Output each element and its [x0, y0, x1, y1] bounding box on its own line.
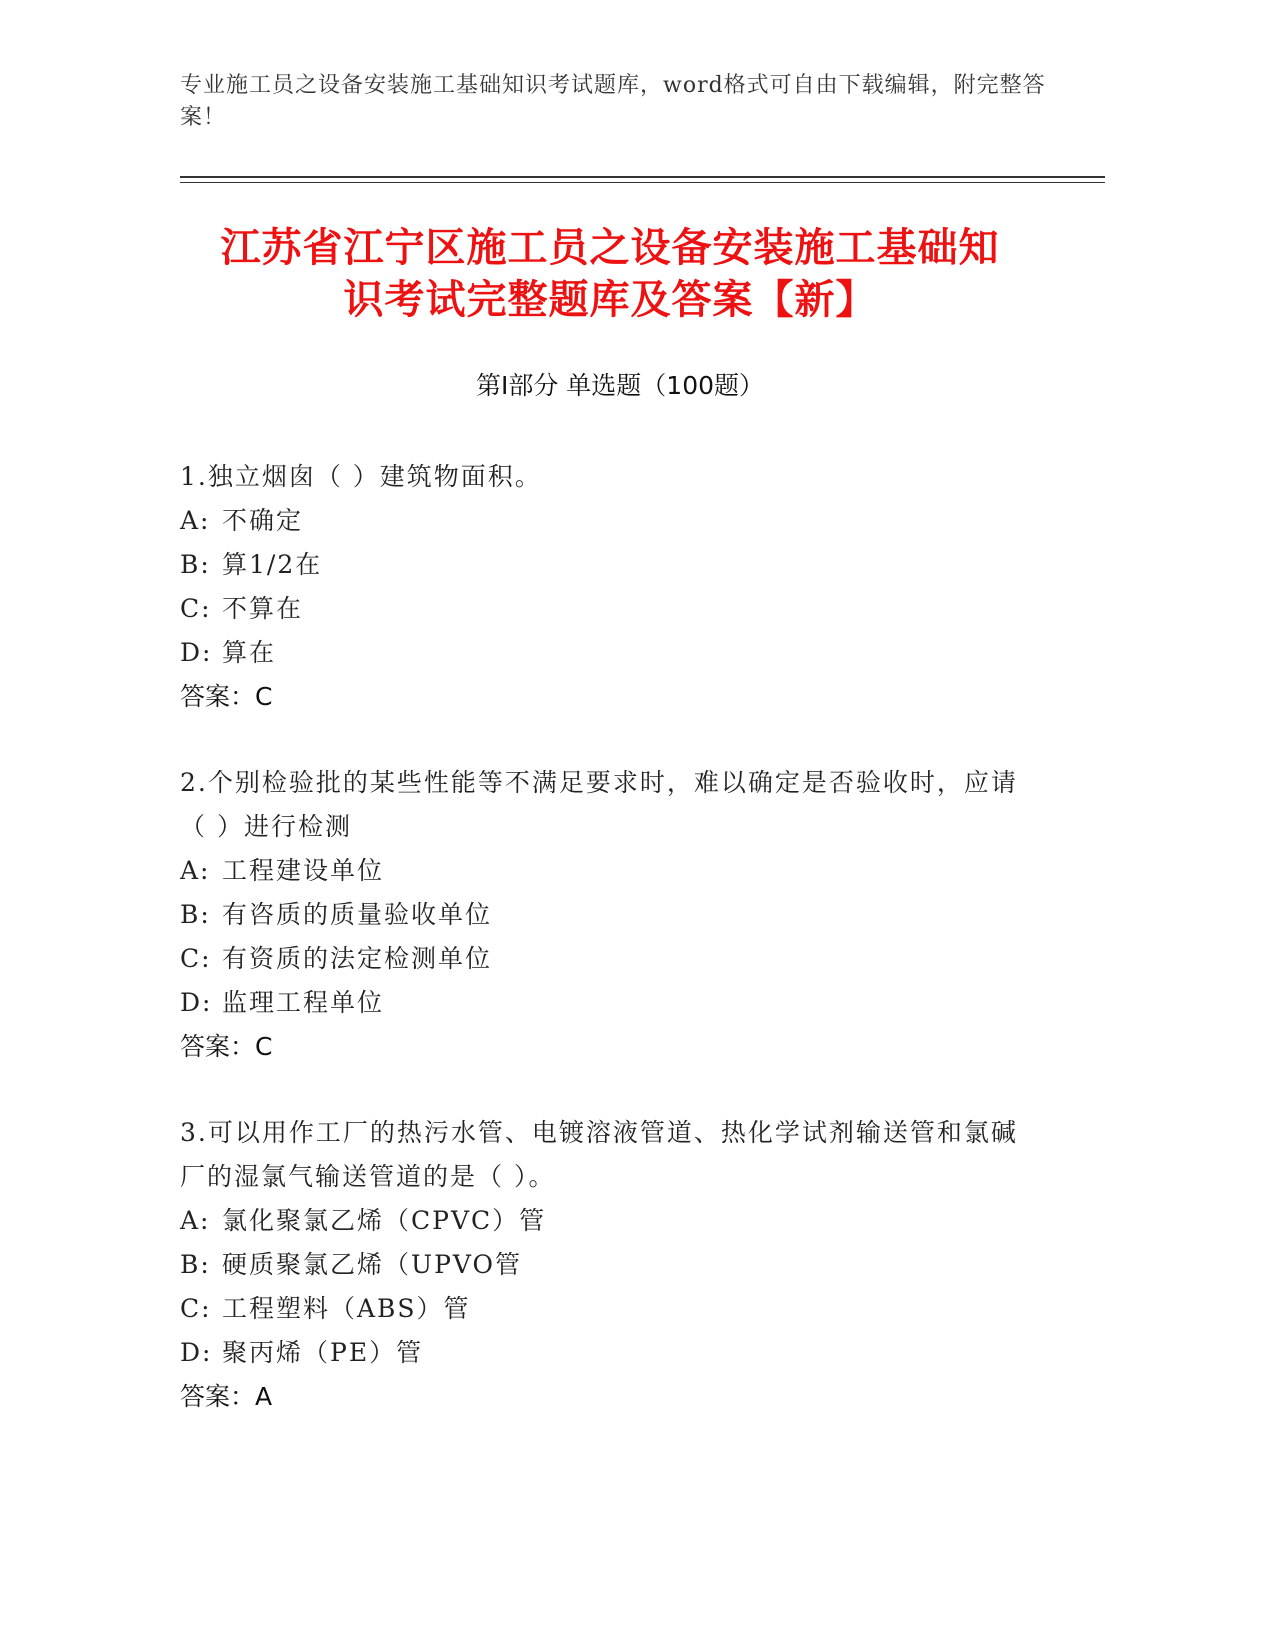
document-title-line-1: 江苏省江宁区施工员之设备安装施工基础知: [220, 225, 1000, 271]
option-key: A:: [180, 856, 211, 885]
question-1: [180, 455, 1040, 719]
question-stem: 3.可以用作工厂的热污水管、电镀溶液管道、热化学试剂输送管和氯碱厂的湿氯气输送管道的是（ ）。: [180, 1118, 1018, 1191]
option-b: [180, 893, 1040, 937]
header-rule-thin: [180, 182, 1105, 183]
option-text: 有咨质的质量验收单位: [222, 900, 493, 929]
header-note: 专业施工员之设备安装施工基础知识考试题库，word格式可自由下载编辑，附完整答案！: [180, 73, 1046, 130]
option-key: B:: [180, 1250, 211, 1279]
question-stem: 1.独立烟囱（ ）建筑物面积。: [180, 462, 542, 491]
option-d: [180, 1331, 1040, 1375]
document-title-line-2: 识考试完整题库及答案【新】: [343, 277, 877, 323]
option-d: [180, 981, 1040, 1025]
option-key: D:: [180, 988, 213, 1017]
option-text: 工程建设单位: [222, 856, 385, 885]
option-text: 监理工程单位: [222, 988, 385, 1017]
answer: 答案：A: [180, 1382, 273, 1411]
option-c: [180, 937, 1040, 981]
option-text: 不确定: [222, 506, 304, 535]
question-stem: 2.个别检验批的某些性能等不满足要求时，难以确定是否验收时，应请（ ）进行检测: [180, 768, 1018, 841]
option-key: B:: [180, 900, 211, 929]
option-key: C:: [180, 944, 212, 973]
option-a: [180, 1199, 1040, 1243]
option-text: 不算在: [222, 594, 304, 623]
option-a: [180, 499, 1040, 543]
option-b: [180, 1243, 1040, 1287]
header-rule-thick: [180, 176, 1105, 178]
question-2: [180, 761, 1040, 1069]
option-d: [180, 631, 1040, 675]
question-3: [180, 1111, 1040, 1419]
option-b: [180, 543, 1040, 587]
option-text: 算1/2在: [222, 550, 323, 579]
option-key: B:: [180, 550, 211, 579]
option-c: [180, 587, 1040, 631]
option-key: C:: [180, 594, 212, 623]
answer: 答案：C: [180, 1032, 273, 1061]
option-c: [180, 1287, 1040, 1331]
option-text: 有资质的法定检测单位: [222, 944, 493, 973]
option-key: D:: [180, 638, 213, 667]
option-text: 算在: [222, 638, 277, 667]
answer: 答案：C: [180, 682, 273, 711]
option-text: 氯化聚氯乙烯（CPVC）管: [222, 1206, 547, 1235]
option-key: C:: [180, 1294, 212, 1323]
question-list: [180, 455, 1040, 1461]
option-key: D:: [180, 1338, 213, 1367]
option-key: A:: [180, 1206, 211, 1235]
option-key: A:: [180, 506, 211, 535]
option-a: [180, 849, 1040, 893]
option-text: 工程塑料（ABS）管: [222, 1294, 471, 1323]
option-text: 聚丙烯（PE）管: [222, 1338, 424, 1367]
document-title: [160, 222, 1060, 326]
section-heading: 第Ⅰ部分 单选题（100题）: [475, 371, 765, 400]
option-text: 硬质聚氯乙烯（UPVO管: [222, 1250, 523, 1279]
